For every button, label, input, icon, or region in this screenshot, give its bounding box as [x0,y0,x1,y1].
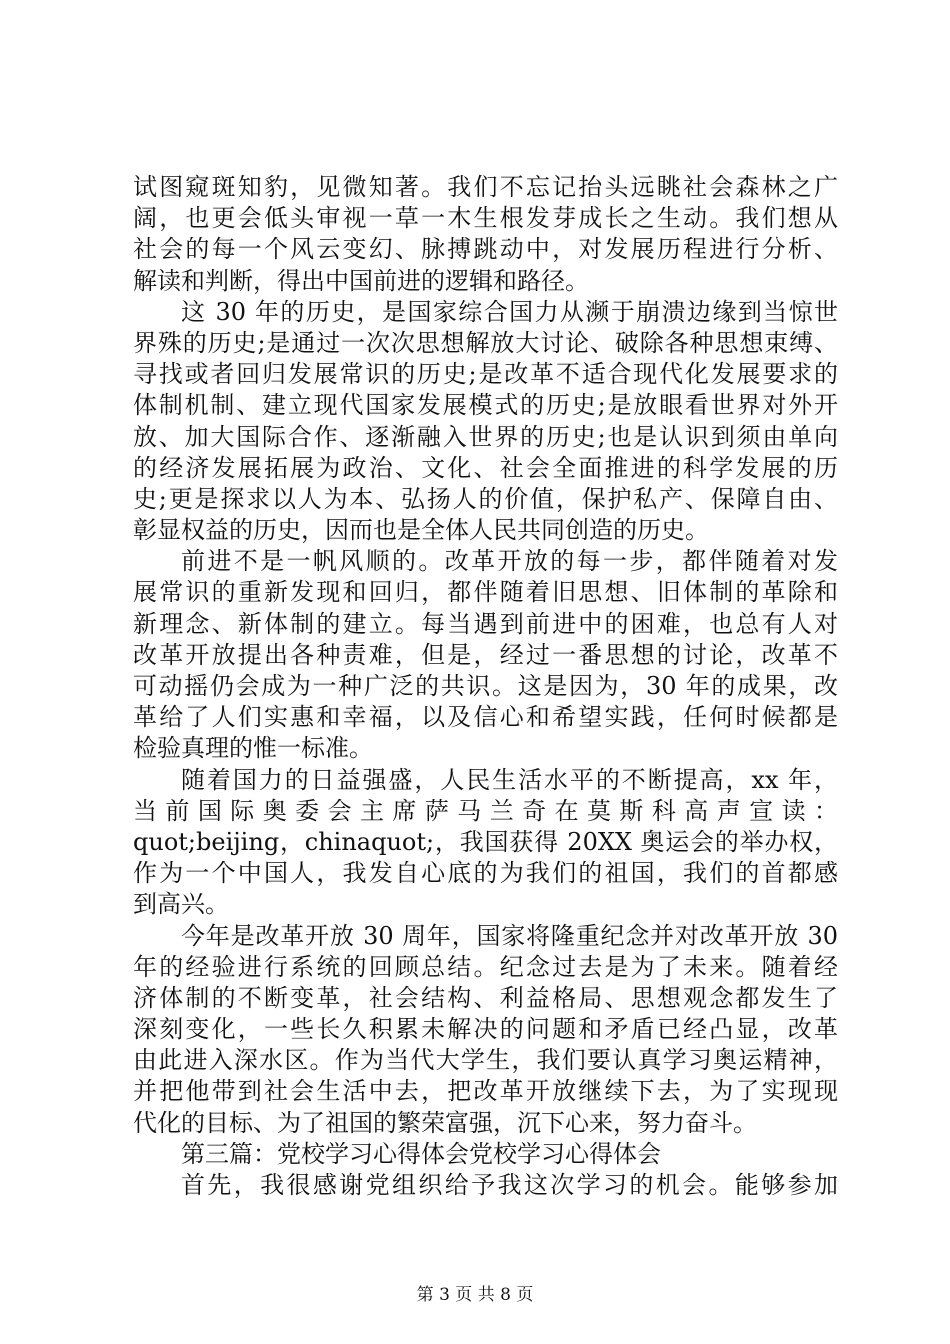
page-footer: 第 3 页 共 8 页 [416,1285,534,1305]
text-line: 史;更是探求以人为本、弘扬人的价值，保护私产、保障自由、 [133,484,838,513]
text-line: 展常识的重新发现和回归，都伴随着旧思想、旧体制的革除和 [133,578,838,607]
text-line: 放、加大国际合作、逐渐融入世界的历史;也是认识到须由单向 [133,422,838,451]
text-line: 前进不是一帆风顺的。改革开放的每一步，都伴随着对发 [181,547,838,576]
text-line: 代化的目标、为了祖国的繁荣富强，沉下心来，努力奋斗。 [133,1108,757,1137]
text-line: 年的经验进行系统的回顾总结。纪念过去是为了未来。随着经 [133,952,838,981]
document-body [133,172,838,1201]
text-line: 的经济发展拓展为政治、文化、社会全面推进的科学发展的历 [133,453,838,482]
text-line: 深刻变化，一些长久积累未解决的问题和矛盾已经凸显，改革 [133,1015,838,1044]
text-line: 到高兴。 [133,890,229,919]
text-line: 革给了人们实惠和幸福，以及信心和希望实践，任何时候都是 [133,703,838,732]
text-line: 改革开放提出各种责难，但是，经过一番思想的讨论，改革不 [133,640,838,669]
text-line: 随着国力的日益强盛，人民生活水平的不断提高，xx 年， [181,765,838,794]
text-line: 济体制的不断变革，社会结构、利益格局、思想观念都发生了 [133,983,838,1012]
text-line: 试图窥斑知豹，见微知著。我们不忘记抬头远眺社会森林之广 [133,173,838,201]
text-line: 检验真理的惟一标准。 [133,734,373,763]
text-line: quot;beijing，chinaquot;，我国获得 20XX 奥运会的举办权， [133,827,838,856]
text-line: 社会的每一个风云变幻、脉搏跳动中，对发展历程进行分析、 [133,235,838,264]
text-line: 今年是改革开放 30 周年，国家将隆重纪念并对改革开放 30 [181,921,838,950]
text-line: 彰显权益的历史，因而也是全体人民共同创造的历史。 [133,516,709,545]
text-line: 寻找或者回归发展常识的历史;是改革不适合现代化发展要求的 [133,360,838,389]
text-line: 这 30 年的历史，是国家综合国力从濒于崩溃边缘到当惊世 [181,297,838,326]
text-line: 界殊的历史;是通过一次次思想解放大讨论、破除各种思想束缚、 [133,328,838,357]
text-line: 首先，我很感谢党组织给予我这次学习的机会。能够参加 [181,1171,838,1199]
text-line: 由此进入深水区。作为当代大学生，我们要认真学习奥运精神， [133,1046,838,1075]
text-line: 并把他带到社会生活中去，把改革开放继续下去，为了实现现 [133,1077,838,1106]
text-line: 作为一个中国人，我发自心底的为我们的祖国，我们的首都感 [133,859,838,888]
text-line: 解读和判断，得出中国前进的逻辑和路径。 [133,266,589,295]
text-line: 阔，也更会低头审视一草一木生根发芽成长之生动。我们想从 [133,204,838,233]
text-line: 当前国际奥委会主席萨马兰奇在莫斯科高声宣读： [133,796,838,825]
text-line: 体制机制、建立现代国家发展模式的历史;是放眼看世界对外开 [133,391,838,420]
text-line: 新理念、新体制的建立。每当遇到前进中的困难，也总有人对 [133,609,838,638]
text-line: 可动摇仍会成为一种广泛的共识。这是因为，30 年的成果，改 [133,672,838,700]
text-line: 第三篇：党校学习心得体会党校学习心得体会 [181,1139,661,1168]
